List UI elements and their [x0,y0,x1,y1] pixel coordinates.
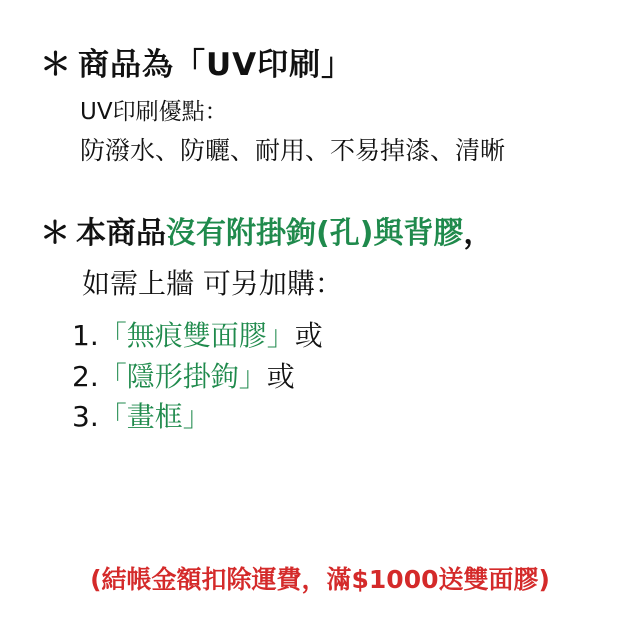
option-tail: 或 [266,359,295,393]
purchase-options-list [18,316,622,438]
hook-main-line [18,214,622,253]
option-label: 「無痕雙面膠」 [98,319,295,353]
option-number: 1. [72,319,99,353]
list-item [18,316,622,357]
hook-section [18,214,622,439]
hook-main-suffix: ， [463,215,494,251]
hook-main-prefix: 本商品 [76,215,166,251]
option-label: 「畫框」 [98,400,211,434]
uv-title-line [18,46,622,85]
hook-sub-line: 如需上牆 可另加購： [82,266,343,300]
list-item [18,397,622,438]
list-item [18,357,622,398]
shipping-promo-note: (結帳金額扣除運費，滿$1000送雙面膠) [90,564,550,594]
option-tail: 或 [294,319,323,353]
hook-main-highlight: 沒有附掛鉤(孔)與背膠 [166,215,464,251]
option-number: 3. [72,400,99,434]
uv-advantages: 防潑水、防曬、耐用、不易掉漆、清晰 [80,136,506,166]
option-label: 「隱形掛鉤」 [98,359,267,393]
option-number: 2. [72,359,99,393]
uv-subtitle: UV印刷優點： [80,98,228,125]
bullet-star-icon: ＊ [40,47,72,83]
bullet-star-icon-2: ＊ [40,215,70,251]
uv-print-section [18,46,622,170]
uv-title-text: 商品為「UV印刷」 [78,47,354,83]
